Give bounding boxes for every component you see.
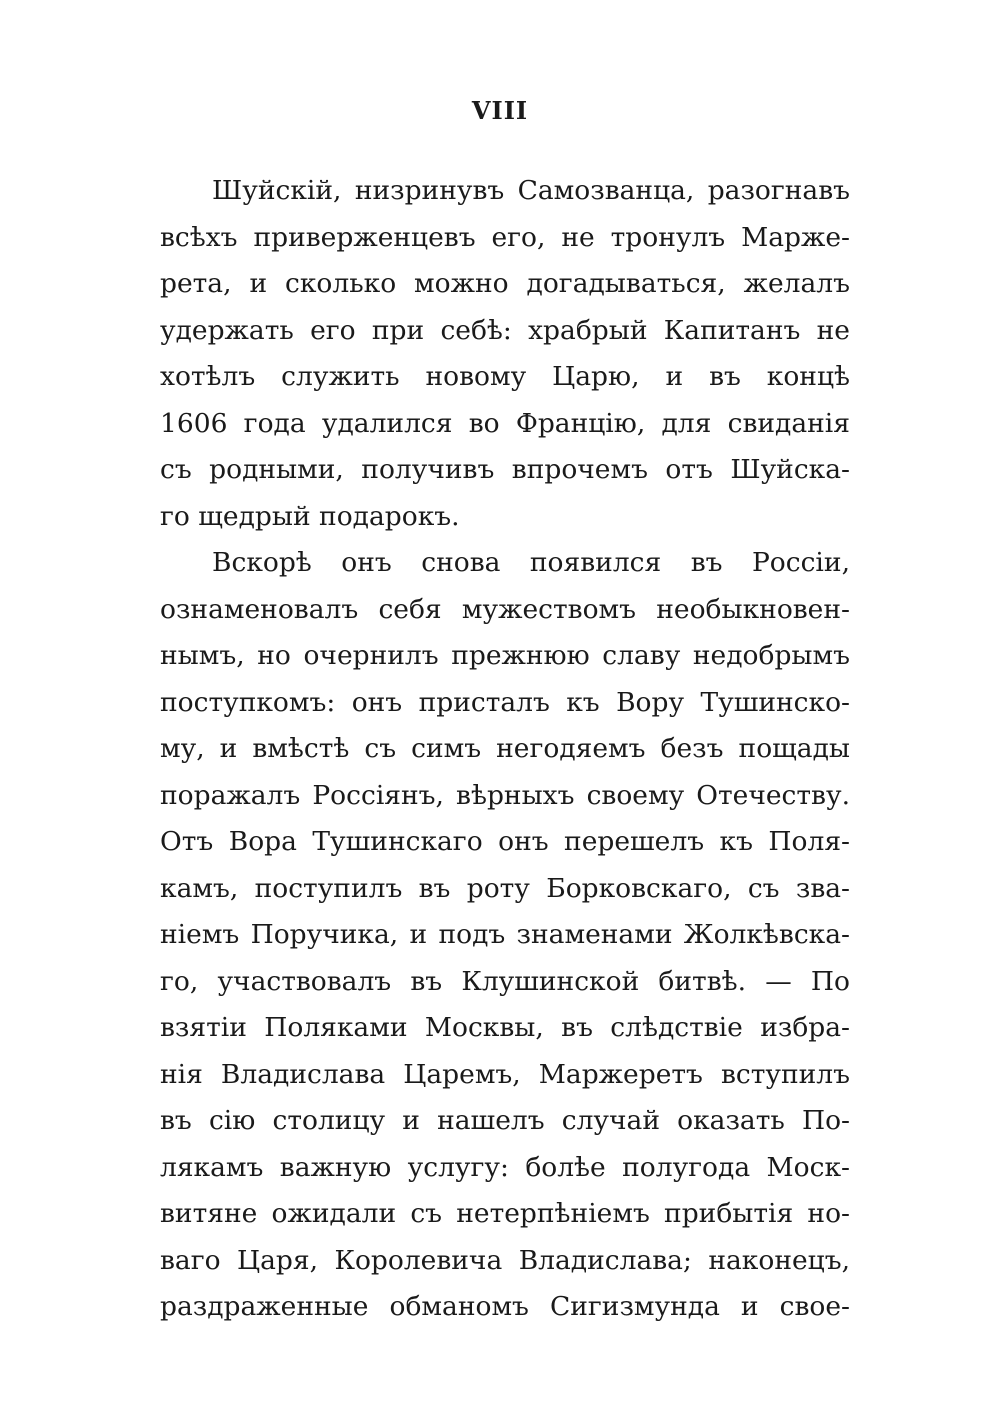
text-line: всѣхъ приверженцевъ его, не тронулъ Маржe- xyxy=(160,221,850,253)
paragraph-1 xyxy=(160,168,850,540)
text-line: 1606 года удалился во Францію, для свиданія xyxy=(160,407,850,439)
text-line: го, участвовалъ въ Клушинской битвѣ. — По xyxy=(160,965,850,997)
text-line: лякамъ важную услугу: болѣе полугода Моск- xyxy=(160,1151,850,1183)
text-line: камъ, поступилъ въ роту Борковскаго, съ зва- xyxy=(160,872,850,904)
text-line: съ родными, получивъ впрочемъ отъ Шуйска- xyxy=(160,454,850,485)
text-line: му, и вмѣстѣ съ симъ негодяемъ безъ пощады xyxy=(160,733,850,764)
paragraph-2 xyxy=(160,540,850,1331)
page-number: VIII xyxy=(471,96,529,125)
body-text xyxy=(160,168,850,1331)
text-line: ваго Царя, Королевича Владислава; наконецъ, xyxy=(160,1244,850,1276)
text-line: Отъ Вора Тушинскаго онъ перешелъ къ Поля- xyxy=(160,826,850,857)
text-line: Шуйскій, низринувъ Самозванца, разогнавъ xyxy=(212,175,850,206)
text-line: взятіи Поляками Москвы, въ слѣдствіе избра- xyxy=(160,1012,850,1043)
text-line: ніемъ Поручика, и подъ знаменами Жолкѣвска- xyxy=(160,919,850,950)
text-line: рета, и сколько можно догадываться, желалъ xyxy=(160,268,850,299)
text-line: витяне ожидали съ нетерпѣніемъ прибытія но- xyxy=(160,1198,850,1229)
text-line: поступкомъ: онъ присталъ къ Вору Тушинско- xyxy=(160,686,850,718)
text-line: хотѣлъ служить новому Царю, и въ концѣ xyxy=(160,361,850,392)
text-line: раздраженные обманомъ Сигизмунда и свое- xyxy=(160,1291,850,1322)
text-line: Вскорѣ онъ снова появился въ Россіи, xyxy=(212,547,850,578)
text-line: удержать его при себѣ: храбрый Капитанъ не xyxy=(160,314,850,346)
text-line: нымъ, но очернилъ прежнюю славу недобрымъ xyxy=(160,640,850,671)
text-line: поражалъ Россіянъ, вѣрныхъ своему Отечеству. xyxy=(160,779,850,811)
text-line: ознаменовалъ себя мужествомъ необыкновен- xyxy=(160,593,850,625)
text-line: нія Владислава Царемъ, Маржеретъ вступилъ xyxy=(160,1058,850,1090)
text-line: въ сію столицу и нашелъ случай оказать По- xyxy=(160,1105,850,1136)
text-line: го щедрый подарокъ. xyxy=(160,500,460,532)
